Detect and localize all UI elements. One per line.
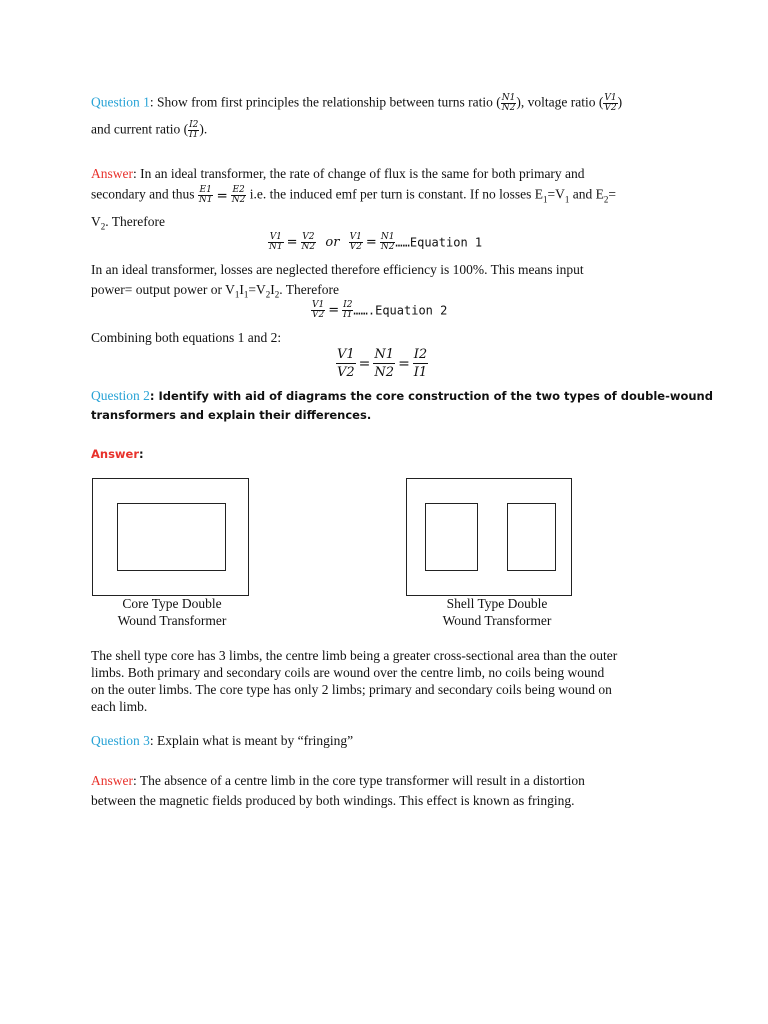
answer-1-line-5: power= output power or $V_1I_1=V_2I_2$. Therefore bbox=[91, 282, 339, 300]
answer-1-label: Answer bbox=[91, 166, 133, 181]
question-1-text-a: : Show from first principles the relationship between turns ratio ( bbox=[149, 94, 501, 110]
question-2-label: Question 2 bbox=[91, 388, 150, 403]
answer-1-line-3: $V_2$. Therefore bbox=[91, 214, 165, 232]
question-1-label: Question 1 bbox=[91, 94, 150, 110]
equation-3: $\frac{V1}{V2}$ = $\frac{N1}{N2}$ = $\frac{I2}{I1}$ bbox=[337, 347, 428, 380]
question-1-text-e: ). bbox=[199, 121, 208, 137]
equation-2-label: …….Equation 2 bbox=[353, 303, 448, 318]
answer-2-label: Answer bbox=[91, 447, 140, 461]
shell-type-right-window bbox=[507, 503, 556, 571]
question-3: Question 3: Explain what is meant by “fringing” bbox=[91, 733, 354, 748]
answer-1-line-4: In an ideal transformer, losses are neglected therefore efficiency is 100%. This means input bbox=[91, 262, 584, 277]
core-type-window bbox=[117, 503, 226, 571]
answer-3-label: Answer bbox=[91, 773, 133, 788]
equation-1-label: ……Equation 1 bbox=[395, 235, 483, 250]
question-2: Question 2: Identify with aid of diagrams the core construction of the two types of double-wound bbox=[91, 388, 713, 403]
question-1-text-b: ), voltage ratio ( bbox=[516, 94, 604, 110]
answer-3-line-1: Answer: The absence of a centre limb in the core type transformer will result in a distortion bbox=[91, 773, 585, 788]
question-1-text-c: ) bbox=[617, 94, 623, 110]
shell-type-caption: Shell Type Double Wound Transformer bbox=[442, 596, 552, 628]
question-3-label: Question 3 bbox=[91, 733, 150, 748]
voltage-ratio-fraction: $\frac{V1}{V2}$ bbox=[604, 93, 617, 113]
emf-fraction-1: $\frac{E1}{N1}$ bbox=[198, 185, 213, 205]
turns-ratio-fraction: $\frac{N1}{N2}$ bbox=[501, 93, 516, 113]
core-type-caption: Core Type Double Wound Transformer bbox=[117, 596, 227, 628]
shell-type-left-window bbox=[425, 503, 478, 571]
answer-1-line-2: secondary and thus $\frac{E1}{N1}$ = $\frac{E2}{N2}$ i.e. the induced emf per turn is constant. If no losses $E_1=V_1$ and $E_2=$ bbox=[91, 185, 616, 205]
current-ratio-fraction: $\frac{I2}{I1}$ bbox=[189, 120, 199, 140]
emf-fraction-2: $\frac{E2}{N2}$ bbox=[231, 185, 246, 205]
question-1 bbox=[91, 94, 622, 113]
question-1-text-d: and current ratio ( bbox=[91, 121, 189, 137]
answer-1-line-6: Combining both equations 1 and 2: bbox=[91, 330, 282, 345]
answer-1-line-1: Answer: In an ideal transformer, the rate of change of flux is the same for both primary and bbox=[91, 166, 585, 181]
equation-1: $\frac{V1}{N1}$ = $\frac{V2}{N2}$ or $\frac{V1}{V2}$ = $\frac{N1}{N2}$ ……Equation 1 bbox=[269, 232, 483, 252]
question-2-line-2: transformers and explain their differences. bbox=[91, 408, 372, 422]
or-word: or bbox=[325, 235, 340, 250]
equation-2: $\frac{V1}{V2}$ = $\frac{I2}{I1}$ …….Equation 2 bbox=[312, 300, 448, 320]
answer-2-heading: Answer: bbox=[91, 447, 144, 461]
question-1-line-2 bbox=[91, 121, 207, 140]
answer-3-line-2: between the magnetic fields produced by both windings. This effect is known as fringing. bbox=[91, 793, 575, 808]
answer-2-paragraph: The shell type core has 3 limbs, the centre limb being a greater cross-sectional area than the outer limbs. Both primary and secondary coils are wound over the centre limb, no coils being wound on the outer limbs. The core type has only 2 limbs; primary and secondary coils being wound on each limb. bbox=[91, 648, 618, 714]
